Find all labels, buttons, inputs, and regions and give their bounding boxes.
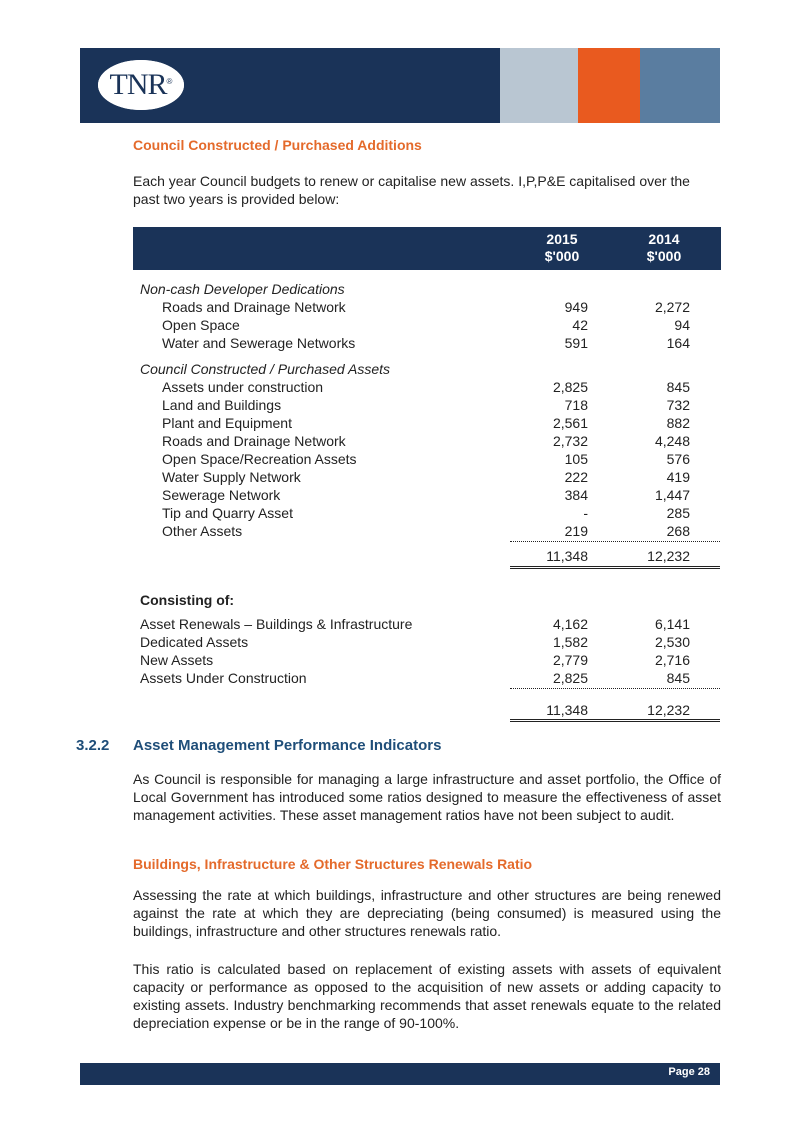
row-label: Dedicated Assets	[140, 634, 249, 650]
row-value-2014: 164	[666, 335, 690, 351]
row-label: Water and Sewerage Networks	[162, 335, 356, 351]
total-double-rule	[510, 566, 720, 569]
row-label: Open Space/Recreation Assets	[162, 451, 357, 467]
table-header	[133, 227, 721, 270]
row-label: Assets under construction	[162, 379, 324, 395]
row-value-2014: 2,530	[654, 634, 690, 650]
table-row	[140, 378, 720, 396]
total-value-2014: 12,232	[647, 702, 690, 718]
row-value-2014: 845	[666, 379, 690, 395]
table-row	[140, 316, 720, 334]
table-row	[140, 651, 720, 669]
row-label: Assets Under Construction	[140, 670, 307, 686]
row-value-2015: 222	[564, 469, 588, 485]
row-label: Tip and Quarry Asset	[162, 505, 293, 521]
subtotal-rule	[510, 688, 720, 689]
page-number: Page 28	[668, 1066, 710, 1078]
table-row	[140, 334, 720, 352]
row-label: Other Assets	[162, 523, 243, 539]
table-row	[140, 486, 720, 504]
row-value-2014: 882	[666, 415, 690, 431]
table-row	[140, 669, 720, 687]
total-row	[140, 701, 720, 719]
column-year-2015: 2015	[546, 231, 578, 247]
row-value-2014: 576	[666, 451, 690, 467]
table-row	[140, 450, 720, 468]
row-value-2015: 1,582	[552, 634, 588, 650]
row-value-2014: 419	[666, 469, 690, 485]
footer-banner	[80, 1063, 720, 1085]
consisting-of-heading: Consisting of:	[140, 592, 235, 608]
section-number: 3.2.2	[76, 737, 110, 754]
group-title-developer-dedications: Non-cash Developer Dedications	[140, 281, 345, 297]
row-value-2014: 845	[666, 670, 690, 686]
section-heading-additions: Council Constructed / Purchased Additions	[133, 137, 422, 153]
header-banner	[80, 48, 720, 123]
column-unit-2015: $'000	[544, 248, 580, 264]
row-label: Roads and Drainage Network	[162, 299, 346, 315]
table-row	[140, 468, 720, 486]
header-blue-block	[640, 48, 720, 123]
total-value-2015: 11,348	[546, 548, 588, 564]
row-value-2015: 384	[564, 487, 588, 503]
header-grey-block	[500, 48, 578, 123]
row-value-2015: 2,825	[552, 670, 588, 686]
logo-text: TNR	[109, 68, 167, 101]
row-value-2015: 2,732	[552, 433, 588, 449]
table-row	[140, 298, 720, 316]
row-label: Water Supply Network	[162, 469, 301, 485]
table-row	[140, 432, 720, 450]
total-double-rule	[510, 719, 720, 722]
row-value-2015: 219	[564, 523, 588, 539]
row-value-2015: 2,561	[552, 415, 588, 431]
tnr-logo	[98, 60, 184, 110]
intro-paragraph-line1: Each year Council budgets to renew or capitalise new assets. I,P,P&E capitalised over the	[133, 173, 690, 189]
table-row	[140, 522, 720, 540]
group-title-row	[140, 360, 720, 378]
table-row	[140, 396, 720, 414]
row-value-2014: 285	[666, 505, 690, 521]
consisting-title-row	[140, 591, 720, 609]
total-value-2015: 11,348	[546, 702, 588, 718]
row-value-2015: 4,162	[552, 616, 588, 632]
subtotal-rule	[510, 541, 720, 542]
paragraph-ratio-calculation: This ratio is calculated based on replacement of existing assets with assets of equivalent capacity or performance as opposed to the acquisition of new assets or adding capacity to existing assets. Industry benchmarking recommends that asset renewals equate to the related depreciation expense or be in the range of 90-100%.	[133, 961, 721, 1031]
row-label: Sewerage Network	[162, 487, 281, 503]
row-value-2014: 2,272	[654, 299, 690, 315]
column-header-2015	[527, 231, 597, 265]
intro-paragraph-line2: past two years is provided below:	[133, 191, 340, 207]
row-value-2014: 6,141	[654, 616, 690, 632]
row-value-2014: 268	[666, 523, 690, 539]
row-label: Roads and Drainage Network	[162, 433, 346, 449]
row-value-2014: 1,447	[654, 487, 690, 503]
header-orange-block	[578, 48, 640, 123]
row-value-2015: 591	[564, 335, 588, 351]
paragraph-renewals-assessment: Assessing the rate at which buildings, infrastructure and other structures are being renewed against the rate at which they are depreciating (being consumed) is measured using the buildings, infrastructure and other structures renewals ratio.	[133, 887, 721, 939]
row-value-2015: 718	[564, 397, 588, 413]
row-value-2014: 732	[666, 397, 690, 413]
column-year-2014: 2014	[648, 231, 680, 247]
row-value-2014: 94	[674, 317, 690, 333]
row-value-2015: 42	[572, 317, 588, 333]
total-value-2014: 12,232	[647, 548, 690, 564]
total-row	[140, 547, 720, 565]
row-value-2015: 105	[564, 451, 588, 467]
row-value-2014: 2,716	[654, 652, 690, 668]
registered-mark: ®	[166, 76, 173, 86]
column-header-2014	[629, 231, 699, 265]
header-navy-block	[80, 48, 500, 123]
row-value-2014: 4,248	[654, 433, 690, 449]
table-row	[140, 414, 720, 432]
row-value-2015: -	[583, 505, 588, 521]
row-label: New Assets	[140, 652, 214, 668]
table-row	[140, 504, 720, 522]
row-label: Plant and Equipment	[162, 415, 292, 431]
column-unit-2014: $'000	[646, 248, 682, 264]
section-title: Asset Management Performance Indicators	[133, 737, 442, 754]
row-value-2015: 2,779	[552, 652, 588, 668]
group-title-council-constructed: Council Constructed / Purchased Assets	[140, 361, 391, 377]
row-label: Land and Buildings	[162, 397, 282, 413]
row-label: Open Space	[162, 317, 240, 333]
row-label: Asset Renewals – Buildings & Infrastructure	[140, 616, 413, 632]
paragraph-asset-management: As Council is responsible for managing a large infrastructure and asset portfolio, the Office of Local Government has introduced some ratios designed to measure the effectiveness of asset management activities. These asset management ratios have not been subject to audit.	[133, 771, 721, 823]
row-value-2015: 949	[564, 299, 588, 315]
table-row	[140, 633, 720, 651]
row-value-2015: 2,825	[552, 379, 588, 395]
group-title-row	[140, 280, 720, 298]
subheading-renewals-ratio: Buildings, Infrastructure & Other Structures Renewals Ratio	[133, 856, 533, 872]
table-row	[140, 615, 720, 633]
